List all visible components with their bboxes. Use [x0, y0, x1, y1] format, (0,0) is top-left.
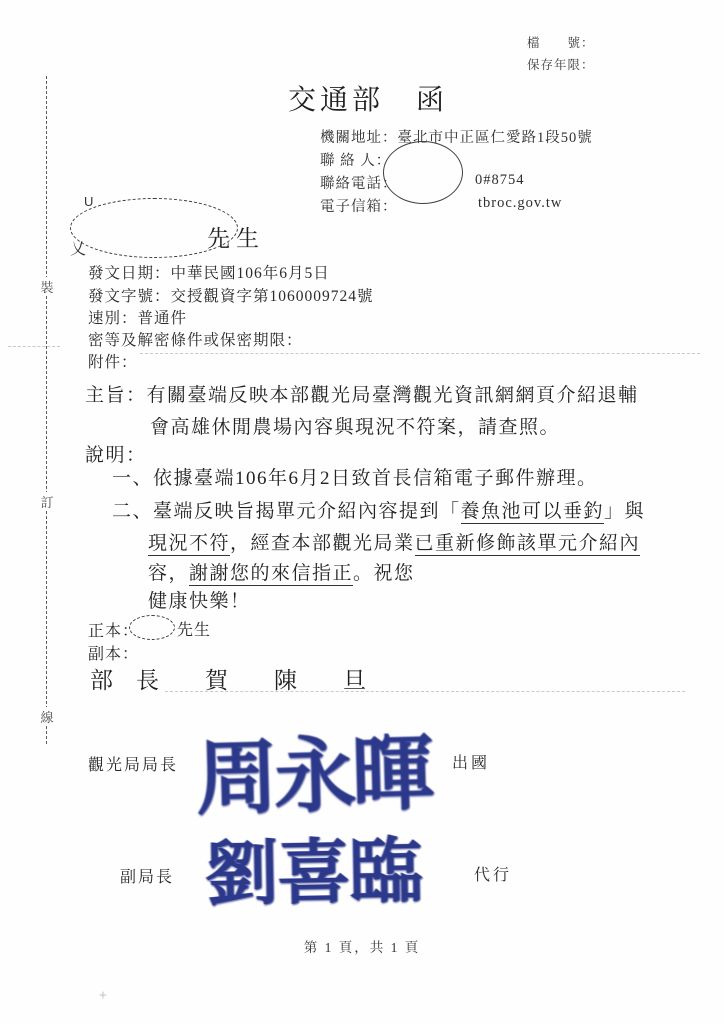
contact-phone-label: 聯絡電話： — [320, 176, 398, 192]
redaction-oval-contact — [383, 141, 463, 204]
description-item-1: 一、依據臺端106年6月2日致首長信箱電子郵件辦理。 — [112, 468, 598, 489]
item-2-line-1-pre: 二、臺端反映旨揭單元介紹內容提到「 — [112, 501, 461, 522]
redaction-oval-original — [129, 615, 175, 640]
scan-registration-mark: + — [99, 988, 107, 1003]
binding-mark-zhuang: 裝 — [38, 277, 56, 296]
issue-date-line: 發文日期：中華民國106年6月5日 — [88, 265, 330, 282]
recipient-suffix: 先生 — [207, 226, 265, 251]
binding-mark-xian: 線 — [38, 707, 56, 726]
scan-artifact-line — [140, 353, 700, 354]
description-item-2-line-2 — [148, 528, 640, 555]
original-copy-label: 正本： — [88, 623, 140, 640]
deputy-director-title: 副局長 — [120, 869, 175, 886]
description-item-2-line-3 — [148, 558, 415, 585]
recipient-text-fragment-top: U — [84, 194, 94, 209]
item-2-line-2-underlined-2: 已重新修飾該單元介紹內 — [414, 533, 641, 554]
item-2-line-2-mid: ，經查本部觀光局業 — [230, 533, 415, 554]
item-2-line-1-post: 」與 — [604, 501, 646, 522]
item-2-line-2-underlined-1: 現況不符 — [148, 533, 231, 554]
binding-mark-ding: 訂 — [38, 492, 56, 511]
director-general-note: 出國 — [452, 755, 491, 772]
director-general-title: 觀光局局長 — [88, 757, 179, 774]
item-2-line-1-underlined: 養魚池可以垂釣 — [460, 501, 605, 522]
attachment-line: 附件： — [88, 354, 138, 371]
document-title: 交通部 函 — [288, 85, 449, 116]
contact-person-label: 聯 絡 人： — [320, 153, 392, 169]
binding-dashed-line — [46, 76, 47, 744]
recipient-text-fragment-bottom: 乂 — [70, 241, 87, 258]
item-2-line-3-underlined: 謝謝您的來信指正 — [189, 563, 354, 584]
description-item-2-line-4: 健康快樂！ — [148, 591, 251, 612]
director-general-name-stamp: 周永暉 — [194, 727, 432, 826]
agency-address-line: 機關地址：臺北市中正區仁愛路1段50號 — [320, 130, 593, 146]
subject-line-2: 會高雄休閒農場內容與現況不符案，請查照。 — [150, 417, 561, 438]
description-item-2-line-1 — [112, 496, 645, 523]
subject-line-1: 主旨：有關臺端反映本部觀光局臺灣觀光資訊網網頁介紹退輔 — [85, 385, 639, 406]
contact-email-visible: tbroc.gov.tw — [478, 195, 563, 211]
description-label: 說明： — [85, 445, 147, 466]
reference-number-line: 發文字號：交授觀資字第1060009724號 — [88, 288, 374, 305]
contact-email-label: 電子信箱： — [320, 199, 398, 215]
scan-artifact-line — [8, 346, 60, 347]
deputy-director-name-stamp: 劉喜臨 — [204, 833, 422, 915]
page-number-footer: 第 1 頁，共 1 頁 — [303, 940, 421, 955]
item-2-line-3-post: 。祝您 — [353, 563, 415, 584]
retention-period-label: 保存年限： — [527, 58, 595, 72]
scan-artifact-line — [165, 691, 685, 692]
file-number-label: 檔 號： — [527, 36, 595, 50]
minister-signature-line: 部 長 賀 陳 旦 — [90, 668, 366, 693]
security-class-line: 密等及解密條件或保密期限： — [88, 332, 303, 349]
item-2-line-3-pre: 容， — [148, 563, 190, 584]
contact-email-line — [320, 195, 563, 216]
original-copy-suffix: 先生 — [177, 622, 212, 639]
contact-phone-visible: 0#8754 — [475, 172, 525, 188]
speed-class-line: 速別：普通件 — [88, 310, 188, 327]
cc-copy-label: 副本： — [88, 646, 140, 663]
deputy-director-note: 代行 — [474, 867, 513, 884]
